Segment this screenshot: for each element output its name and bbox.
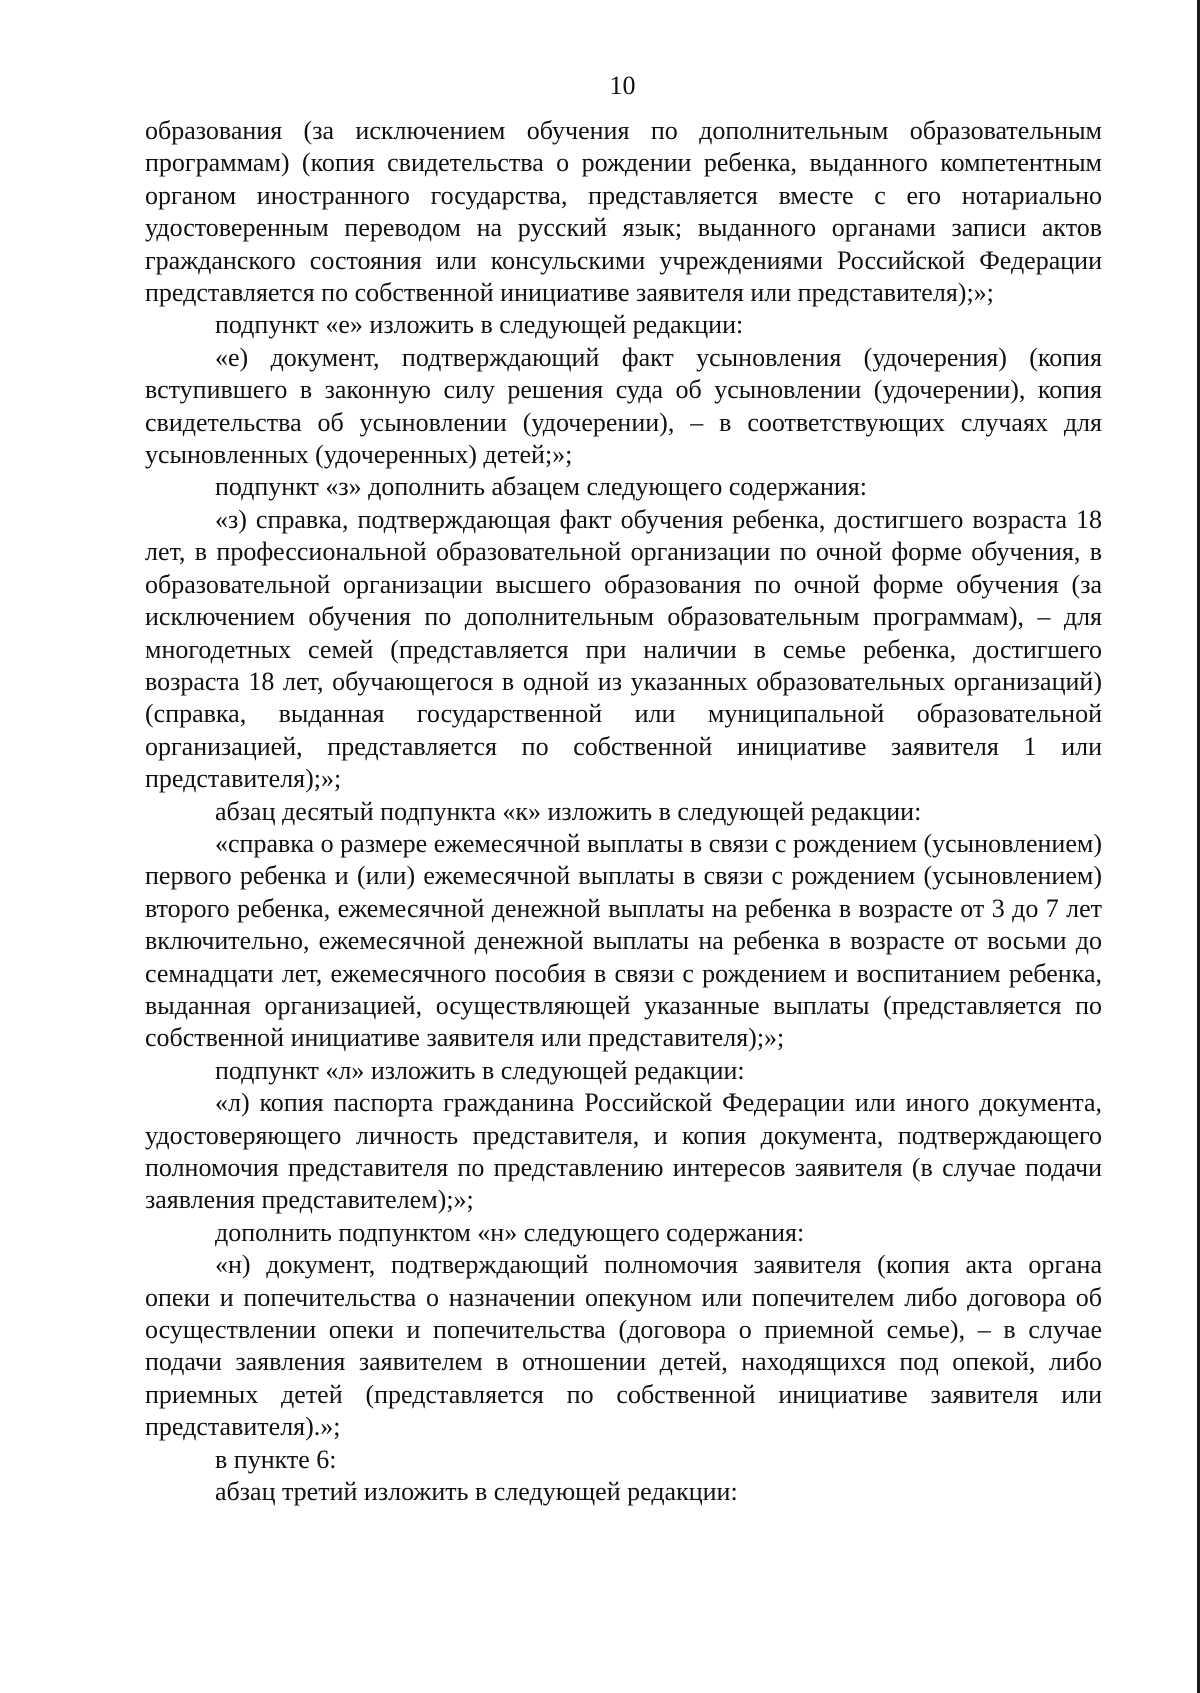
document-body (145, 115, 1102, 1508)
paragraph: «е) документ, подтверждающий факт усыновления (удочерения) (копия вступившего в законную силу решения суда об усыновлении (удочерении), копия свидетельства об усыновлении (удочерении), – в соответствующих случаях для усыновленных (удочеренных) детей;»; (145, 342, 1102, 470)
paragraph: дополнить подпунктом «н» следующего содержания: (215, 1217, 805, 1247)
paragraph: в пункте 6: (215, 1444, 337, 1474)
page-number: 10 (609, 71, 636, 100)
paragraph: подпункт «е» изложить в следующей редакции: (215, 310, 744, 340)
paragraph: абзац десятый подпункта «к» изложить в следующей редакции: (215, 796, 922, 826)
paragraph: подпункт «л» изложить в следующей редакции: (215, 1055, 745, 1085)
paragraph: «н) документ, подтверждающий полномочия заявителя (копия акта органа опеки и попечительства о назначении опекуном или попечителем либо договора об осуществлении опеки и попечительства (договора о приемной семье), – в случае подачи заявления заявителем в отношении детей, находящихся под опекой, либо приемных детей (представляется по собственной инициативе заявителя или представителя).»; (145, 1250, 1102, 1442)
paragraph: «л) копия паспорта гражданина Российской Федерации или иного документа, удостоверяющего личность представителя, и копия документа, подтверждающего полномочия представителя по представлению интересов заявителя (в случае подачи заявления представителем);»; (145, 1088, 1102, 1215)
paragraph: «з) справка, подтверждающая факт обучения ребенка, достигшего возраста 18 лет, в профессиональной образовательной организации по очной форме обучения, в образовательной организации высшего образования по очной форме обучения (за исключением обучения по дополнительным образовательным программам), – для многодетных семей (представляется при наличии в семье ребенка, достигшего возраста 18 лет, обучающегося в одной из указанных образовательных организаций) (справка, выданная государственной или муниципальной образовательной организацией, представляется по собственной инициативе заявителя 1 или представителя);»; (145, 504, 1102, 794)
paragraph: «справка о размере ежемесячной выплаты в связи с рождением (усыновлением) первого ребенка и (или) ежемесячной выплаты в связи с рождением (усыновлением) второго ребенка, ежемесячной денежной выплаты на ребенка в возрасте от 3 до 7 лет включительно, ежемесячной денежной выплаты на ребенка в возрасте от восьми до семнадцати лет, ежемесячного пособия в связи с рождением и воспитанием ребенка, выданная организацией, осуществляющей указанные выплаты (представляется по собственной инициативе заявителя или представителя);»; (145, 828, 1102, 1053)
paragraph: абзац третий изложить в следующей редакции: (215, 1477, 738, 1507)
paragraph: подпункт «з» дополнить абзацем следующего содержания: (215, 472, 867, 502)
paragraph: образования (за исключением обучения по дополнительным образовательным программам) (копия свидетельства о рождении ребенка, выданного компетентным органом иностранного государства, представляется вместе с его нотариально удостоверенным переводом на русский язык; выданного органами записи актов гражданского состояния или консульскими учреждениями Российской Федерации представляется по собственной инициативе заявителя или представителя);»; (145, 116, 1102, 308)
